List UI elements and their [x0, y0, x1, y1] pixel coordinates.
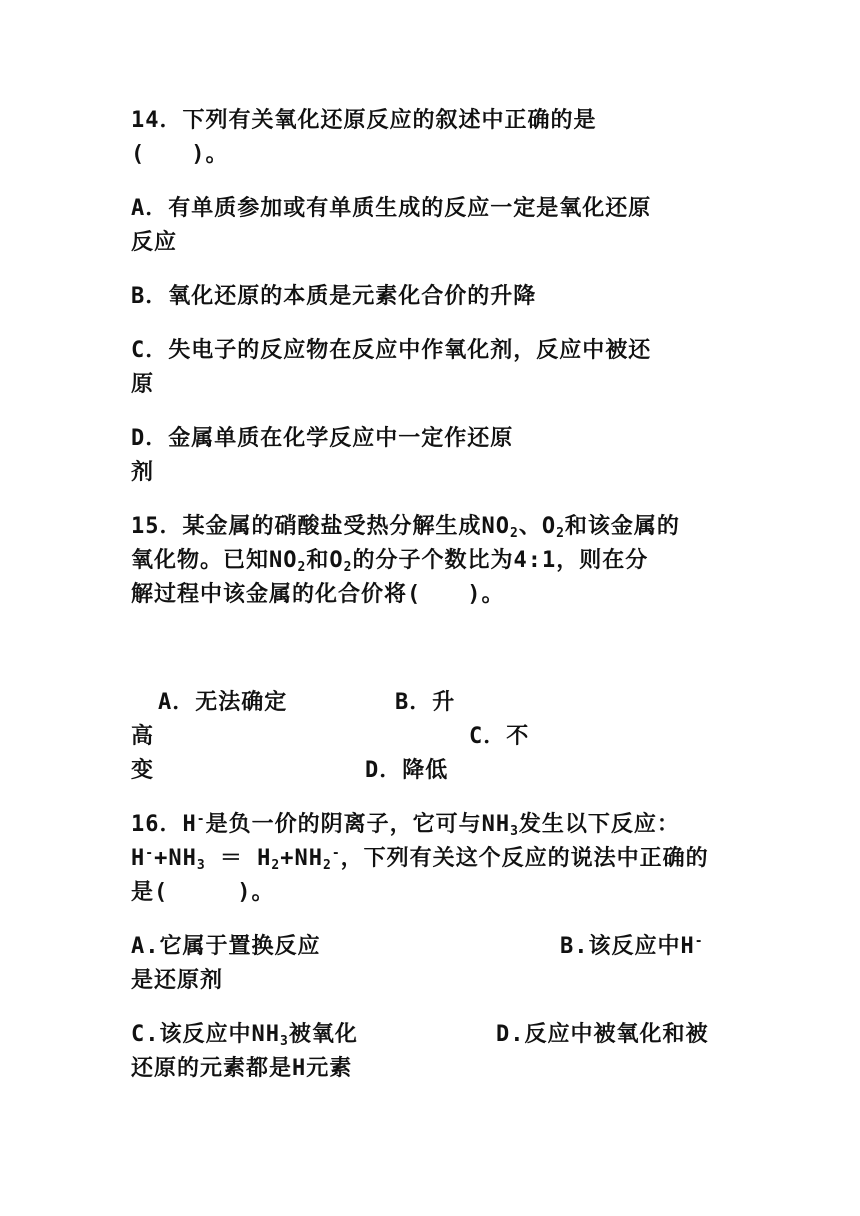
subscript: 3	[510, 824, 519, 839]
q14-option-a-line1: A．有单质参加或有单质生成的反应一定是氧化还原	[131, 196, 652, 221]
subscript: 2	[322, 858, 332, 873]
q15-stem-line3: 解过程中该金属的化合价将( )。	[131, 582, 505, 607]
superscript: -	[196, 812, 206, 827]
q15-text: 和该金属的	[564, 514, 680, 539]
subscript: 2	[510, 526, 519, 541]
q16-text: C.该反应中	[131, 1022, 252, 1047]
q16-text: ，下列有关这个反应的说法中正确的	[340, 846, 709, 871]
q16-equation-line	[131, 844, 709, 874]
subscript: 2	[297, 560, 307, 575]
q15-option-c-part1: C．不	[469, 724, 530, 749]
q14-option-d-line1: D．金属单质在化学反应中一定作还原	[131, 426, 514, 451]
superscript: -	[331, 846, 341, 861]
q15-option-d: D．降低	[365, 758, 449, 783]
q15-text: 15．某金属的硝酸盐受热分解生成	[131, 514, 482, 539]
q15-text: 和	[306, 548, 330, 573]
q14-option-b: B．氧化还原的本质是元素化合价的升降	[131, 284, 537, 309]
q14-stem-line1: 14．下列有关氧化还原反应的叙述中正确的是	[131, 108, 597, 133]
q16-option-b-part2: 是还原剂	[131, 968, 224, 993]
formula-o2: O	[329, 548, 344, 573]
subscript: 3	[196, 858, 206, 873]
q16-text: 是负一价的阴离子，它可与	[205, 812, 482, 837]
q15-option-b-part2: 高	[131, 724, 155, 749]
superscript: -	[694, 934, 704, 949]
formula-h: H	[131, 846, 146, 871]
formula-o2: O	[541, 514, 557, 539]
superscript: -	[145, 846, 155, 861]
q16-text: 发生以下反应：	[518, 812, 680, 837]
q15-stem-line2	[131, 546, 648, 576]
formula-nh3: NH	[481, 812, 511, 837]
q16-stem-line1	[131, 810, 680, 840]
q16-option-b-part1	[560, 932, 704, 962]
q15-text: 氧化物。已知	[131, 548, 270, 573]
q16-text: 16．H	[131, 812, 197, 837]
ratio: 4:1	[513, 548, 557, 573]
q15-stem-line1	[131, 512, 680, 542]
q16-text: 被氧化	[288, 1022, 358, 1047]
formula-no2: NO	[269, 548, 298, 573]
q14-option-a-line2: 反应	[131, 230, 178, 255]
subscript: 2	[556, 526, 565, 541]
q14-option-d-line2: 剂	[131, 460, 155, 485]
subscript: 3	[280, 1034, 289, 1049]
q14-option-c-line1: C．失电子的反应物在反应中作氧化剂，反应中被还	[131, 338, 652, 363]
q15-option-b-part1: B．升	[395, 690, 456, 715]
q14-stem-line2: ( )。	[131, 142, 229, 167]
formula-nh3: NH	[251, 1022, 280, 1047]
formula-nh2: +NH	[280, 846, 323, 871]
q14-option-c-line2: 原	[131, 372, 155, 397]
q16-text: B.该反应中H	[560, 934, 695, 959]
q15-text: 的分子个数比为	[352, 548, 514, 573]
formula-no2: NO	[481, 514, 510, 539]
subscript: 2	[343, 560, 353, 575]
formula-h2: H	[257, 846, 272, 871]
q15-text: ，则在分	[556, 548, 649, 573]
subscript: 2	[271, 858, 281, 873]
equals-sign: ＝	[205, 846, 258, 871]
q15-option-a: A．无法确定	[158, 690, 288, 715]
formula-nh3: +NH	[154, 846, 197, 871]
q16-option-c	[131, 1020, 358, 1050]
q15-text: 、	[518, 514, 542, 539]
q16-stem-line3: 是( )。	[131, 880, 275, 905]
q16-option-d-part2: 还原的元素都是H元素	[131, 1056, 353, 1081]
q15-option-c-part2: 变	[131, 758, 155, 783]
q16-option-a: A.它属于置换反应	[131, 934, 321, 959]
q16-option-d-part1: D.反应中被氧化和被	[496, 1022, 709, 1047]
